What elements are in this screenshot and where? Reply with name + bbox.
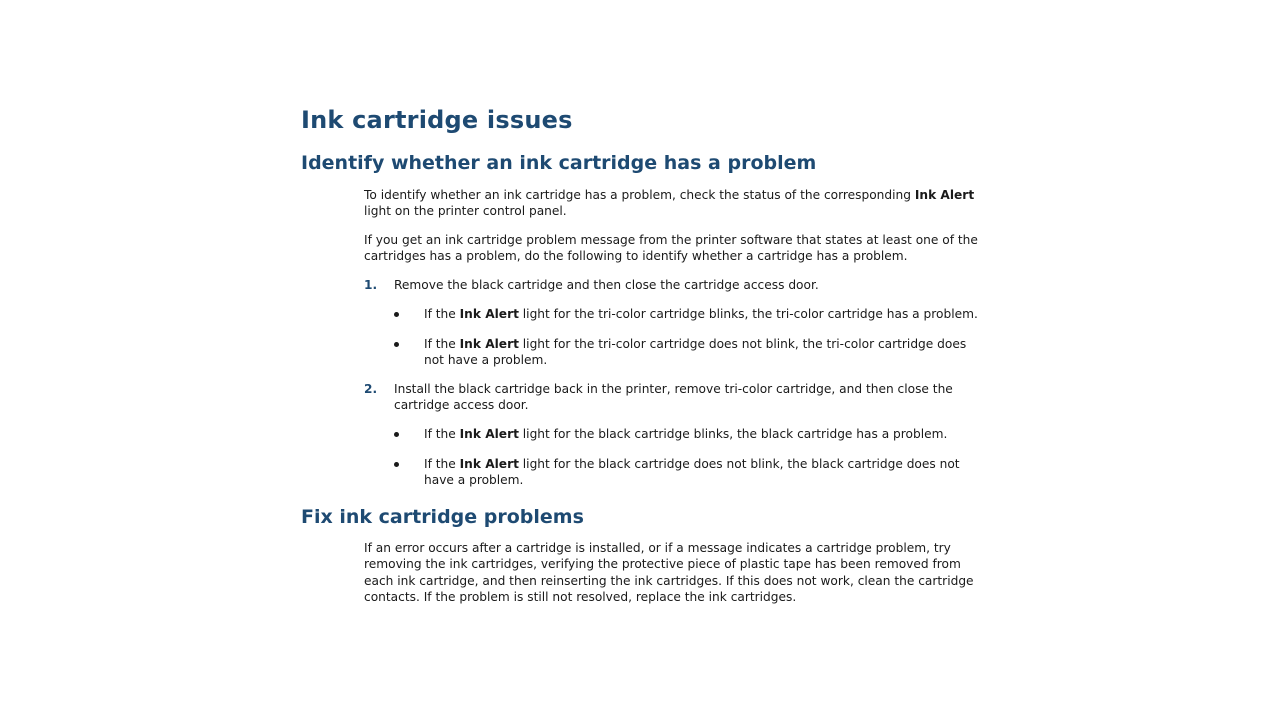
bullet-text-before: If the xyxy=(424,307,460,321)
bullet-dot-icon xyxy=(394,342,399,347)
ink-alert-keyword: Ink Alert xyxy=(459,427,519,441)
section-heading-fix: Fix ink cartridge problems xyxy=(301,506,584,528)
bullet-text xyxy=(424,336,984,369)
bullet-text-after: light for the black cartridge does not blink, the black cartridge does not have a problem. xyxy=(424,457,960,488)
bullet-text-before: If the xyxy=(424,457,460,471)
ink-alert-keyword: Ink Alert xyxy=(914,188,975,202)
step-text: Install the black cartridge back in the printer, remove tri-color cartridge, and then close the cartridge access door. xyxy=(394,382,953,413)
bullet-text xyxy=(424,306,984,322)
problem-message-paragraph: If you get an ink cartridge problem message from the printer software that states at least one of the cartridges has a problem, do the following to identify whether a cartridge has a problem. xyxy=(364,233,978,264)
intro-text-after: light on the printer control panel. xyxy=(364,204,567,219)
bullet-text xyxy=(424,426,984,442)
fix-paragraph: If an error occurs after a cartridge is installed, or if a message indicates a cartridge problem, try removing the ink cartridges, verifying the protective piece of plastic tape has been removed from each ink cartridge, and then reinserting the ink cartridges. If this does not work, clean the cartridge contacts. If the problem is still not resolved, replace the ink cartridges. xyxy=(364,541,974,605)
ink-alert-keyword: Ink Alert xyxy=(459,337,519,351)
step-text: Remove the black cartridge and then close the cartridge access door. xyxy=(394,278,819,292)
bullet-dot-icon xyxy=(394,462,399,467)
bullet-text-before: If the xyxy=(424,337,460,351)
bullet-text-after: light for the tri-color cartridge blinks, the tri-color cartridge has a problem. xyxy=(518,307,978,321)
step-number: 1. xyxy=(364,278,378,292)
ink-alert-keyword: Ink Alert xyxy=(459,457,519,471)
bullet-dot-icon xyxy=(394,432,399,437)
page-title: Ink cartridge issues xyxy=(301,106,573,134)
bullet-text-after: light for the black cartridge blinks, the black cartridge has a problem. xyxy=(518,427,948,441)
bullet-text xyxy=(424,456,984,489)
section-heading-identify: Identify whether an ink cartridge has a problem xyxy=(301,152,817,174)
bullet-dot-icon xyxy=(394,312,399,317)
bullet-text-before: If the xyxy=(424,427,460,441)
ink-alert-keyword: Ink Alert xyxy=(459,307,519,321)
intro-paragraph xyxy=(364,187,984,220)
intro-text-before: To identify whether an ink cartridge has a problem, check the status of the corresponding xyxy=(364,188,915,202)
step-number: 2. xyxy=(364,382,378,396)
bullet-text-after: light for the tri-color cartridge does not blink, the tri-color cartridge does not have a problem. xyxy=(424,337,967,368)
